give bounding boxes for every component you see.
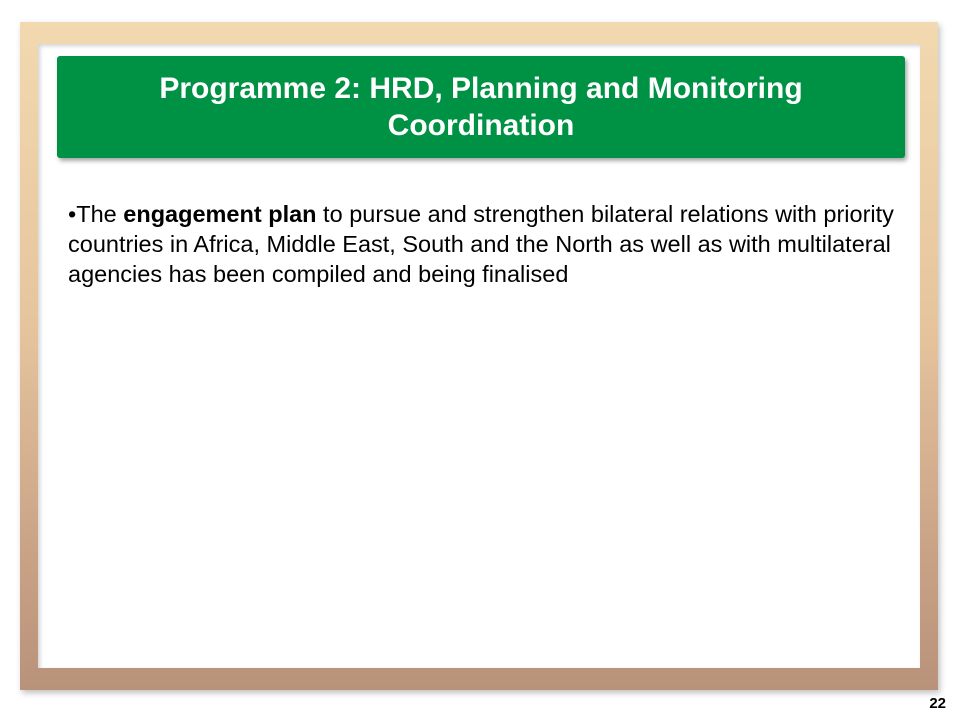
bullet-text-before: The [76, 201, 124, 227]
slide-title: Programme 2: HRD, Planning and Monitoring Coordination [159, 72, 803, 142]
bullet-item [68, 199, 898, 289]
title-bar [57, 56, 905, 158]
page-number: 22 [929, 695, 946, 712]
bullet-marker: • [68, 201, 77, 227]
bullet-emphasis: engagement plan [123, 201, 317, 227]
bullet-text-after: to pursue and strengthen bilateral relations with priority countries in Africa, Middle East, South and the North as well as with multilateral agencies has been compiled and being finalised [68, 201, 894, 287]
